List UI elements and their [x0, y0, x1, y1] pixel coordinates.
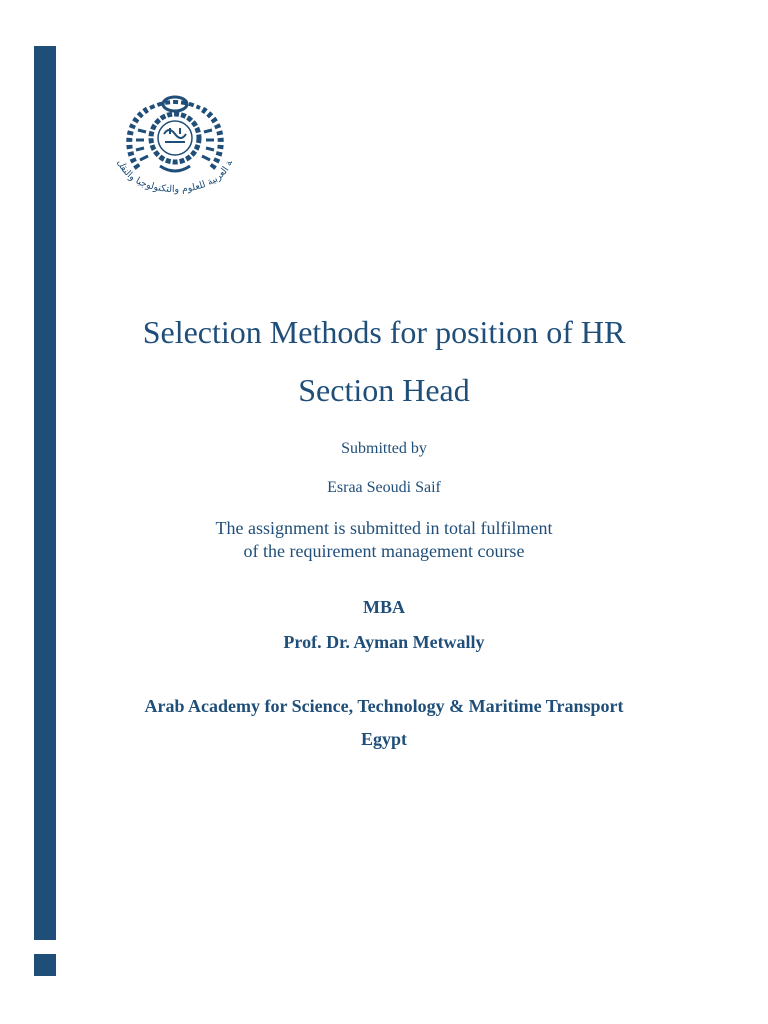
author-name: Esraa Seoudi Saif — [327, 479, 441, 496]
document-title-line-2: Section Head — [298, 372, 470, 408]
institution-emblem-icon — [110, 90, 240, 206]
institution-name: Arab Academy for Science, Technology & Maritime Transport — [144, 696, 624, 716]
side-accent-square — [34, 954, 56, 976]
description-line-2: of the requirement management course — [243, 541, 525, 561]
document-title-line-1: Selection Methods for position of HR — [142, 314, 626, 350]
degree-label: MBA — [363, 597, 405, 617]
emblem-caption: ة العربية للعلوم والتكنولوجيا والنقل — [114, 158, 235, 196]
description-line-1: The assignment is submitted in total fulfilment — [215, 518, 553, 538]
professor-name: Prof. Dr. Ayman Metwally — [283, 632, 485, 652]
submitted-by-label: Submitted by — [341, 440, 427, 457]
country-name: Egypt — [360, 729, 407, 749]
